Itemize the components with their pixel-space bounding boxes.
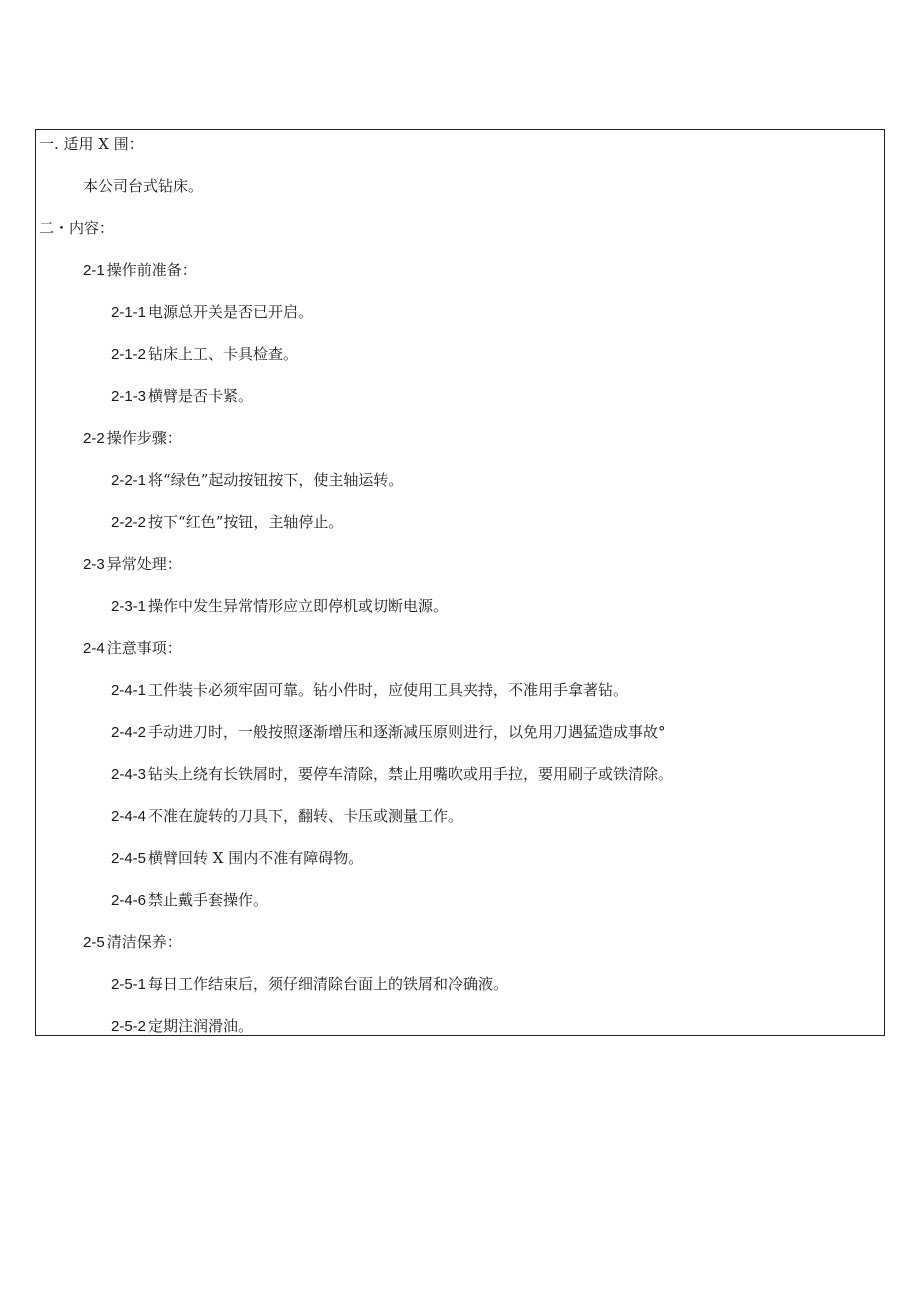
item-number: 2-4-4	[111, 808, 147, 825]
list-item	[111, 722, 666, 743]
list-item	[111, 848, 363, 869]
subsection-heading	[83, 932, 182, 953]
item-text: 每日工作结束后，须仔细清除台面上的铁屑和冷确液。	[148, 975, 509, 993]
item-number: 2-4-5	[111, 850, 147, 867]
item-text: 钻头上绕有长铁屑时，要停车清除，禁止用嘴吹或用手拉，要用刷子或铁清除。	[148, 765, 674, 783]
list-item	[111, 974, 508, 995]
item-text: 禁止戴手套操作。	[148, 891, 269, 909]
subsection-heading	[83, 260, 197, 281]
item-text: 操作中发生异常情形应立即停机或切断电源。	[148, 597, 449, 615]
subsection-title: 异常处理：	[106, 555, 182, 573]
item-number: 2-2-1	[111, 472, 147, 489]
item-text: 手动进刀时，一般按照逐渐增压和逐渐减压原则进行，以免用刀遇猛造成事故°	[148, 723, 666, 741]
scope-body: 本公司台式钻床。	[83, 177, 204, 195]
section-heading-scope: 一. 适用 X 围：	[39, 135, 144, 153]
item-number: 2-1-2	[111, 346, 147, 363]
list-item	[111, 806, 463, 827]
subsection-heading	[83, 638, 182, 659]
item-number: 2-3-1	[111, 598, 147, 615]
subsection-number: 2-3	[83, 556, 105, 573]
subsection-title: 操作前准备：	[106, 261, 197, 279]
item-number: 2-4-2	[111, 724, 147, 741]
item-number: 2-4-6	[111, 892, 147, 909]
item-text: 横臂回转 X 围内不准有障碍物。	[148, 849, 364, 867]
subsection-heading	[83, 554, 182, 575]
item-text: 按下“红色”按钮，主轴停止。	[148, 513, 344, 531]
subsection-title: 清洁保养：	[106, 933, 182, 951]
list-item	[111, 344, 298, 365]
subsection-number: 2-2	[83, 430, 105, 447]
subsection-number: 2-4	[83, 640, 105, 657]
list-item	[111, 386, 253, 407]
list-item	[111, 890, 268, 911]
subsection-number: 2-1	[83, 262, 105, 279]
subsection-title: 注意事项：	[106, 639, 182, 657]
item-number: 2-1-1	[111, 304, 147, 321]
item-text: 定期注润滑油。	[148, 1017, 254, 1035]
item-text: 不准在旋转的刀具下，翻转、卡压或测量工作。	[148, 807, 464, 825]
list-item	[111, 302, 313, 323]
list-item	[111, 764, 673, 785]
list-item	[111, 470, 403, 491]
subsection-number: 2-5	[83, 934, 105, 951]
item-number: 2-5-2	[111, 1018, 147, 1035]
list-item	[111, 596, 448, 617]
item-text: 钻床上工、卡具检查。	[148, 345, 299, 363]
item-number: 2-1-3	[111, 388, 147, 405]
item-number: 2-5-1	[111, 976, 147, 993]
subsection-heading	[83, 428, 182, 449]
list-item	[111, 512, 343, 533]
item-text: 横臂是否卡紧。	[148, 387, 254, 405]
item-text: 将“绿色”起动按钮按下，使主轴运转。	[148, 471, 404, 489]
procedure-document-box	[35, 129, 885, 1036]
section-heading-content: 二・内容：	[39, 219, 115, 237]
list-item	[111, 680, 628, 701]
item-number: 2-4-1	[111, 682, 147, 699]
item-number: 2-2-2	[111, 514, 147, 531]
item-text: 电源总开关是否已开启。	[148, 303, 314, 321]
list-item	[111, 1016, 253, 1037]
item-number: 2-4-3	[111, 766, 147, 783]
subsection-title: 操作步骤：	[106, 429, 182, 447]
item-text: 工件装卡必须牢固可靠。钻小件时，应使用工具夹持，不准用手拿著钻。	[148, 681, 629, 699]
